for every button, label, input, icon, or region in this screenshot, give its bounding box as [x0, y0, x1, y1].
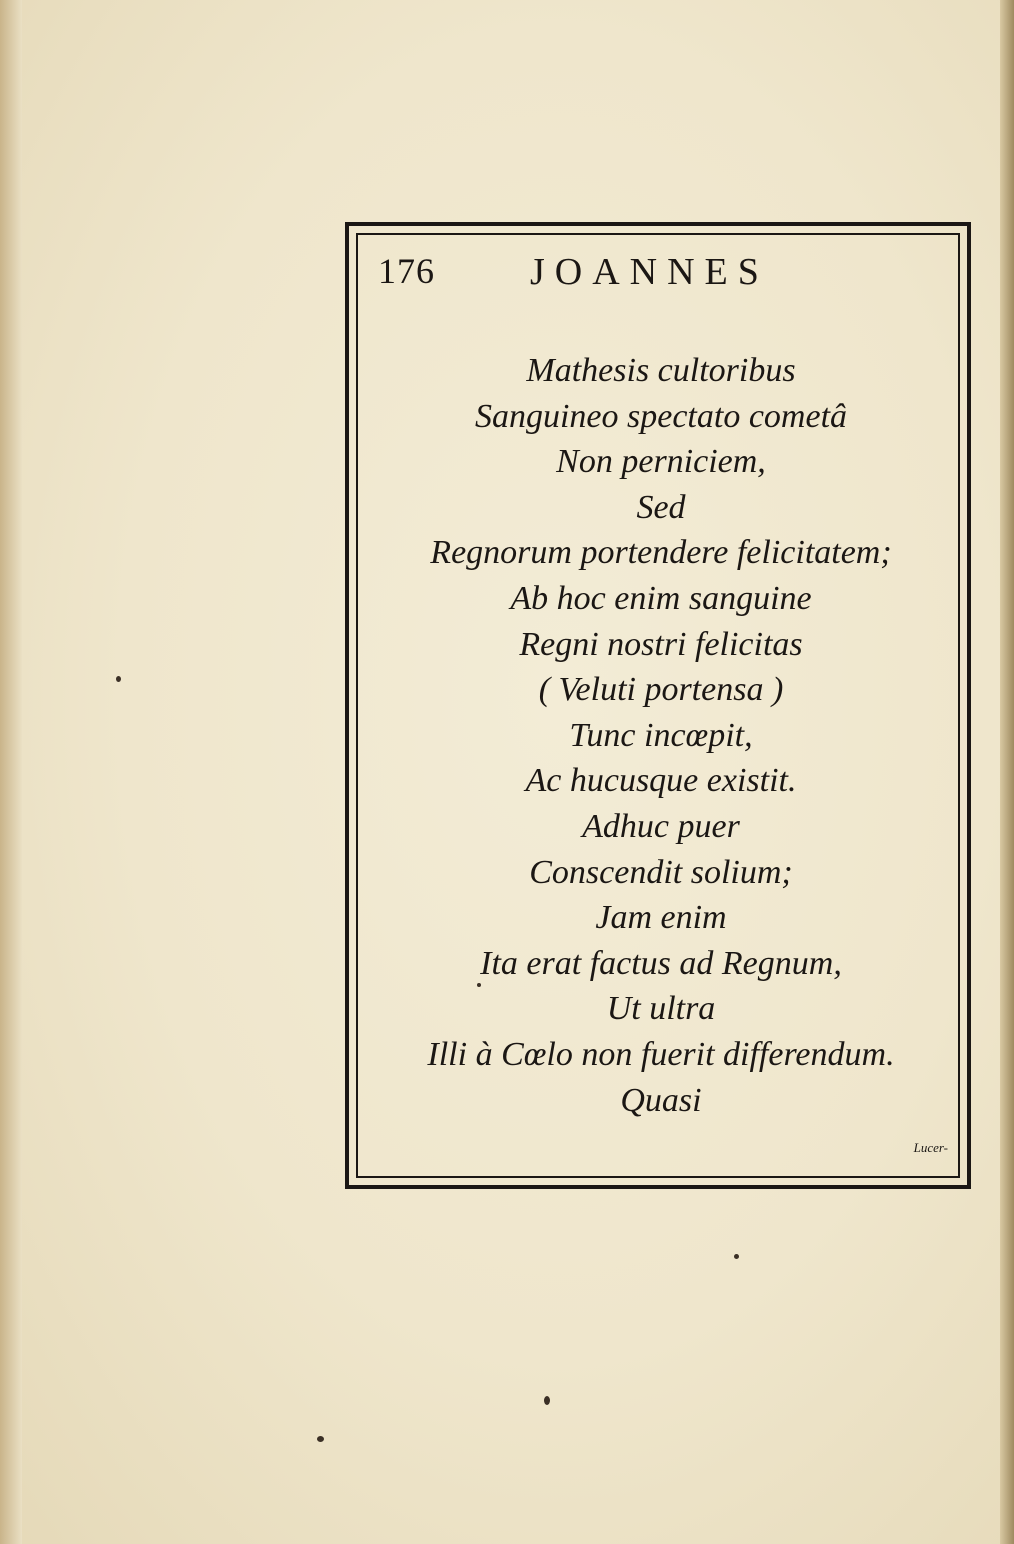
verse-line: Sed — [636, 488, 686, 526]
verse-line: Regni nostri felicitas — [519, 625, 803, 663]
page-gutter-edge — [0, 0, 22, 1544]
verse-line: Ac hucusque existit. — [525, 762, 797, 800]
verse-line: Mathesis cultoribus — [526, 352, 796, 389]
verse-text — [366, 348, 956, 1123]
verse-line: Regnorum portendere felicitatem; — [430, 534, 892, 572]
verse-line: Jam enim — [595, 899, 727, 937]
page-header — [372, 250, 842, 300]
verse-line: Non perniciem, — [556, 443, 766, 481]
verse-line: Adhuc puer — [582, 807, 740, 845]
verse-line: ( Veluti portensa ) — [538, 671, 784, 709]
verse-line: Conscendit solium; — [529, 853, 793, 891]
verse-line: Ut ultra — [606, 990, 716, 1028]
ink-spot — [317, 1436, 324, 1442]
ink-spot — [734, 1254, 739, 1259]
ink-spot — [544, 1396, 550, 1405]
catchword: Lucer- — [913, 1140, 948, 1155]
verse-line: Illi à Cœlo non fuerit differendum. — [427, 1035, 895, 1073]
ink-spot — [116, 676, 121, 682]
verse-line: Ab hoc enim sanguine — [510, 579, 812, 617]
ink-spot — [477, 983, 481, 987]
verse-line: Tunc incœpit, — [569, 716, 753, 754]
page-number: 176 — [378, 251, 435, 291]
running-title: JOANNES — [530, 251, 769, 293]
page-fore-edge — [1000, 0, 1014, 1544]
verse-line: Sanguineo spectato cometâ — [474, 397, 848, 435]
verse-line: Ita erat factus ad Regnum, — [480, 944, 842, 982]
verse-line: Quasi — [620, 1081, 702, 1119]
